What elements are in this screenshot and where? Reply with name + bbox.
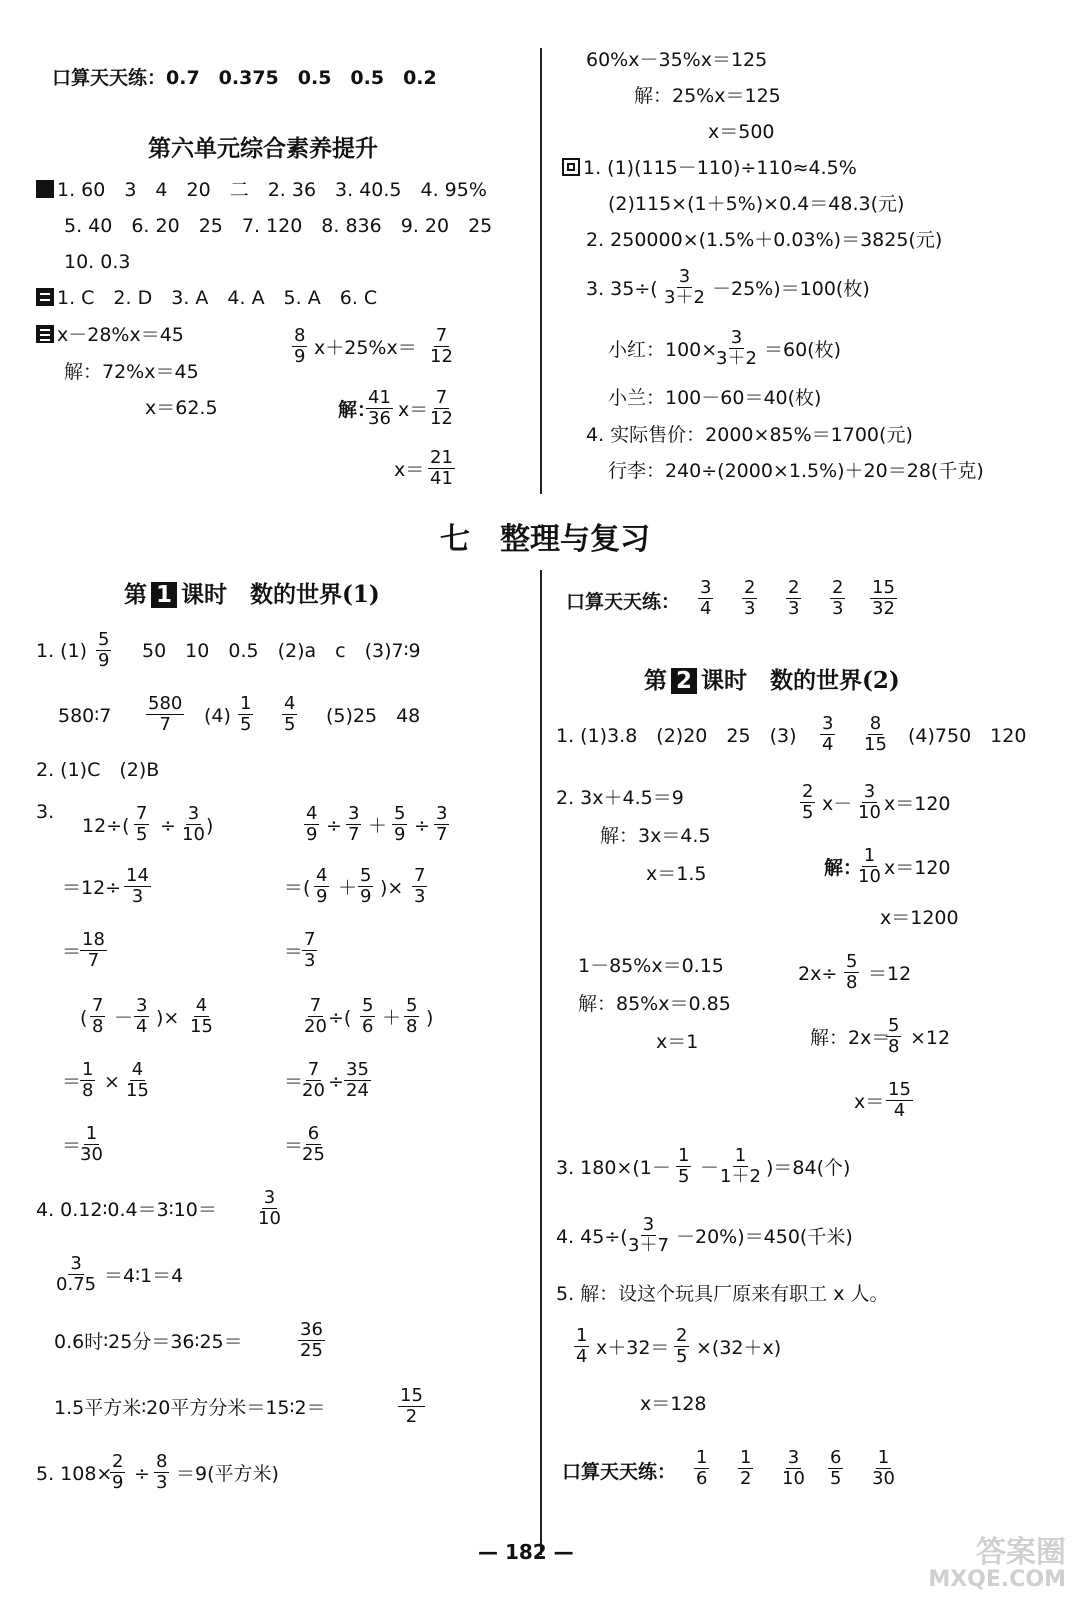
fraction: 5 8 xyxy=(846,951,858,993)
fraction: 2 3 xyxy=(788,577,800,619)
c1-l2-pre: ＝12÷ xyxy=(62,877,122,899)
xiaohong-post: ＝60(枚) xyxy=(764,339,842,361)
l1-q4d: 1.5平方米∶20平方分米＝15∶2＝ xyxy=(54,1397,326,1419)
chapter-title: 七 整理与复习 xyxy=(440,522,650,557)
section-4-q4a: 4. 实际售价：2000×85%＝1700(元) xyxy=(586,424,913,446)
c1-l4-pre: ( xyxy=(80,1007,88,1029)
fraction: 3 4 xyxy=(136,995,148,1037)
fraction: 3 3＋7 xyxy=(628,1214,669,1256)
section-3-res1: x＝62.5 xyxy=(145,397,218,419)
e3-l2: 解：85%x＝0.85 xyxy=(578,993,731,1015)
fraction: 1 5 xyxy=(240,693,252,735)
section-1-line1: 1. 60 3 4 20 二 2. 36 3. 40.5 4. 95% xyxy=(36,178,487,202)
l2-q5b-mid: x＋32＝ xyxy=(596,1337,670,1359)
c2-l1-op1: ÷ xyxy=(326,815,342,837)
e3-l3: x＝1 xyxy=(656,1031,699,1053)
l2-q5b-post: ×(32＋x) xyxy=(696,1337,782,1359)
fraction: 3 7 xyxy=(436,803,448,845)
fraction: 5 8 xyxy=(406,995,418,1037)
l1-q1a-post: 50 10 0.5 (2)a c (3)7∶9 xyxy=(142,640,421,662)
fraction: 8 9 xyxy=(294,325,306,367)
section-3-sol2-label: 解： xyxy=(338,399,377,421)
section-4-q1a: 1. (1)(115－110)÷110≈4.5% xyxy=(562,156,857,180)
fraction: 4 9 xyxy=(316,865,328,907)
fraction: 8 15 xyxy=(864,713,887,755)
l2-q2c: x＝1.5 xyxy=(646,863,707,885)
fraction: 7 8 xyxy=(92,995,104,1037)
e4-l1-pre: 2x÷ xyxy=(798,963,838,985)
section-1-line2: 5. 40 6. 20 25 7. 120 8. 836 9. 20 25 xyxy=(64,215,493,237)
l2-q5c: x＝128 xyxy=(640,1393,707,1415)
fraction: 5 9 xyxy=(394,803,406,845)
c2-l2-post: )× xyxy=(380,877,404,899)
fraction: 3 10 xyxy=(858,781,881,823)
section-3-eq1: x－28%x＝45 xyxy=(36,323,184,347)
fraction: 5 9 xyxy=(360,865,372,907)
e4-l2-pre: 解：2x＝ xyxy=(810,1027,891,1049)
section-two-marker xyxy=(36,288,54,306)
section-3-eq2: x＋25%x＝ xyxy=(314,337,417,359)
fraction: 1 5 xyxy=(678,1145,690,1187)
l2-q4-post: －20%)＝450(千米) xyxy=(676,1226,853,1248)
fraction: 2 5 xyxy=(802,781,814,823)
fraction: 1 4 xyxy=(576,1325,588,1367)
section-one-marker xyxy=(36,180,54,198)
l2-q5: 5. 解：设这个玩具厂原来有职工 x 人。 xyxy=(556,1283,889,1305)
section-1-line3: 10. 0.3 xyxy=(64,251,131,273)
fraction: 3 10 xyxy=(782,1447,805,1489)
l1-q1b-b: (4) xyxy=(204,705,231,727)
fraction: 7 12 xyxy=(430,387,453,429)
eq-b: 解：25%x＝125 xyxy=(634,85,781,107)
l2-q3-post: )＝84(个) xyxy=(766,1157,851,1179)
c2-l4-mid: ÷( xyxy=(328,1007,352,1029)
fraction: 6 5 xyxy=(830,1447,842,1489)
c2-l4-plus: ＋ xyxy=(382,1007,402,1029)
fraction: 15 2 xyxy=(400,1385,423,1427)
e4-l1-post: ＝12 xyxy=(868,963,912,985)
xiaohong-pre: 小红：100× xyxy=(608,339,718,361)
fraction: 7 20 xyxy=(304,995,327,1037)
l1-q5-mid: ÷ xyxy=(134,1463,150,1485)
fraction: 2 5 xyxy=(676,1325,688,1367)
c2-l2-mid: ＋ xyxy=(338,877,358,899)
fraction: 7 3 xyxy=(414,865,426,907)
l1-q1b-c: (5)25 48 xyxy=(326,705,421,727)
e2-l3: x＝1200 xyxy=(880,907,959,929)
l2-q3-pre: 3. 180×(1－ xyxy=(556,1157,671,1179)
fraction: 5 9 xyxy=(98,629,110,671)
e2-l2-post: x＝120 xyxy=(884,857,951,879)
xiaolan: 小兰：100－60＝40(枚) xyxy=(608,387,822,409)
c2-l1-op2: ＋ xyxy=(368,815,388,837)
fraction: 580 7 xyxy=(148,693,183,735)
fraction: 7 3 xyxy=(304,929,316,971)
l1-q4a: 4. 0.12∶0.4＝3∶10＝ xyxy=(36,1199,217,1221)
fraction: 18 7 xyxy=(82,929,105,971)
column-divider-bottom xyxy=(540,570,542,1555)
fraction: 3 4 xyxy=(700,577,712,619)
fraction: 3 10 xyxy=(182,803,205,845)
fraction: 3 10 xyxy=(258,1187,281,1229)
c2-l6-pre: ＝ xyxy=(284,1135,304,1157)
fraction: 4 5 xyxy=(284,693,296,735)
section-4-q3-pre: 3. 35÷( xyxy=(586,278,658,300)
section-three-marker xyxy=(36,325,54,343)
eq-c: x＝500 xyxy=(708,121,775,143)
fraction: 41 36 xyxy=(368,387,391,429)
fraction: 14 3 xyxy=(126,865,149,907)
watermark: 答案圈 MXQE.COM xyxy=(928,1535,1066,1592)
l2-q2a: 2. 3x＋4.5＝9 xyxy=(556,787,684,809)
l2-q3-mid: － xyxy=(700,1157,720,1179)
fraction: 2 3 xyxy=(832,577,844,619)
l1-q3-label: 3. xyxy=(36,801,55,823)
section-4-q1b: (2)115×(1＋5%)×0.4＝48.3(元) xyxy=(608,193,905,215)
section-3-res2: x＝ xyxy=(394,459,425,481)
c2-l3-pre: ＝ xyxy=(284,941,304,963)
fraction: 6 25 xyxy=(302,1123,325,1165)
kousuan-right-2: 口算天天练： xyxy=(562,1461,677,1483)
e2-l2-pre: 解： xyxy=(824,857,863,879)
e4-l3-pre: x＝ xyxy=(854,1091,885,1113)
fraction: 36 25 xyxy=(300,1319,323,1361)
fraction: 3 0.75 xyxy=(56,1253,97,1295)
l1-q5-pre: 5. 108× xyxy=(36,1463,113,1485)
fraction: 4 15 xyxy=(126,1059,149,1101)
fraction: 1 30 xyxy=(872,1447,895,1489)
l2-q2b: 解：3x＝4.5 xyxy=(600,825,711,847)
c2-l1-op3: ÷ xyxy=(414,815,430,837)
section-4-q3-post: －25%)＝100(枚) xyxy=(712,278,870,300)
c1-l5-mid: × xyxy=(104,1071,120,1093)
section-4-q4b: 行李：240÷(2000×1.5%)＋20＝28(千克) xyxy=(608,460,984,482)
section-3-sol1: 解：72%x＝45 xyxy=(64,361,199,383)
fraction: 1 10 xyxy=(858,845,881,887)
fraction: 1 2 xyxy=(740,1447,752,1489)
c1-l3-pre: ＝ xyxy=(62,941,82,963)
fraction: 3 4 xyxy=(822,713,834,755)
fraction: 7 12 xyxy=(430,325,453,367)
fraction: 21 41 xyxy=(430,447,453,489)
l2-q1-post: (4)750 120 xyxy=(908,725,1027,747)
fraction: 1 6 xyxy=(696,1447,708,1489)
c1-l1-pre: 12÷( xyxy=(82,815,130,837)
fraction: 4 15 xyxy=(190,995,213,1037)
fraction: 1 30 xyxy=(80,1123,103,1165)
fraction: 2 3 xyxy=(744,577,756,619)
fraction: 3 3＋2 xyxy=(664,266,705,308)
unit6-title: 第六单元综合素养提升 xyxy=(148,135,378,162)
fraction: 7 20 xyxy=(302,1059,325,1101)
c1-l6-pre: ＝ xyxy=(62,1135,82,1157)
e2-l1-post: x＝120 xyxy=(884,793,951,815)
l1-q1a-pre: 1. (1) xyxy=(36,640,88,662)
fraction: 15 32 xyxy=(872,577,895,619)
e2-l1-mid: x－ xyxy=(822,793,853,815)
c1-l4-mid: － xyxy=(114,1007,134,1029)
fraction: 15 4 xyxy=(888,1079,911,1121)
c1-l5-pre: ＝ xyxy=(62,1071,82,1093)
fraction: 7 5 xyxy=(136,803,148,845)
c1-l4-post: )× xyxy=(156,1007,180,1029)
kousuan-right-1: 口算天天练： xyxy=(566,591,681,613)
section-4-q2: 2. 250000×(1.5%＋0.03%)＝3825(元) xyxy=(586,229,943,251)
l1-q5-post: ＝9(平方米) xyxy=(176,1463,279,1485)
fraction: 5 8 xyxy=(888,1015,900,1057)
c2-l2-pre: ＝( xyxy=(284,877,311,899)
fraction: 3 7 xyxy=(348,803,360,845)
fraction: 1 8 xyxy=(82,1059,94,1101)
l1-q2: 2. (1)C (2)B xyxy=(36,759,160,781)
section-3-sol2: x＝ xyxy=(398,399,429,421)
c2-l4-post: ) xyxy=(426,1007,434,1029)
fraction: 2 9 xyxy=(112,1451,124,1493)
section-2-line: 1. C 2. D 3. A 4. A 5. A 6. C xyxy=(36,286,377,310)
fraction: 3 3＋2 xyxy=(716,327,757,369)
l2-q4-pre: 4. 45÷( xyxy=(556,1226,628,1248)
l1-q1b-a: 580∶7 xyxy=(58,705,112,727)
section-four-marker xyxy=(562,158,580,176)
c2-l5-mid: ÷ xyxy=(328,1071,344,1093)
eq-a: 60%x－35%x＝125 xyxy=(586,49,768,71)
l2-q1-pre: 1. (1)3.8 (2)20 25 (3) xyxy=(556,725,797,747)
c2-l5-pre: ＝ xyxy=(284,1071,304,1093)
fraction: 8 3 xyxy=(156,1451,168,1493)
fraction: 5 6 xyxy=(362,995,374,1037)
e3-l1: 1－85%x＝0.15 xyxy=(578,955,724,977)
c1-l1-mid: ÷ xyxy=(160,815,176,837)
l1-q4b: ＝4∶1＝4 xyxy=(104,1265,184,1287)
fraction: 4 9 xyxy=(306,803,318,845)
page-number: — 182 — xyxy=(478,1540,574,1564)
fraction: 1 1＋2 xyxy=(720,1145,761,1187)
l1-q4c: 0.6时∶25分＝36∶25＝ xyxy=(54,1331,243,1353)
lesson1-title: 第 1 课时 数的世界(1) xyxy=(124,581,380,608)
column-divider-top xyxy=(540,48,542,494)
lesson2-title: 第 2 课时 数的世界(2) xyxy=(644,667,900,694)
e4-l2-post: ×12 xyxy=(910,1027,951,1049)
fraction: 35 24 xyxy=(346,1059,369,1101)
c1-l1-post: ) xyxy=(206,815,214,837)
kousuan-top-left: 口算天天练：0.7 0.375 0.5 0.5 0.2 xyxy=(52,67,437,89)
